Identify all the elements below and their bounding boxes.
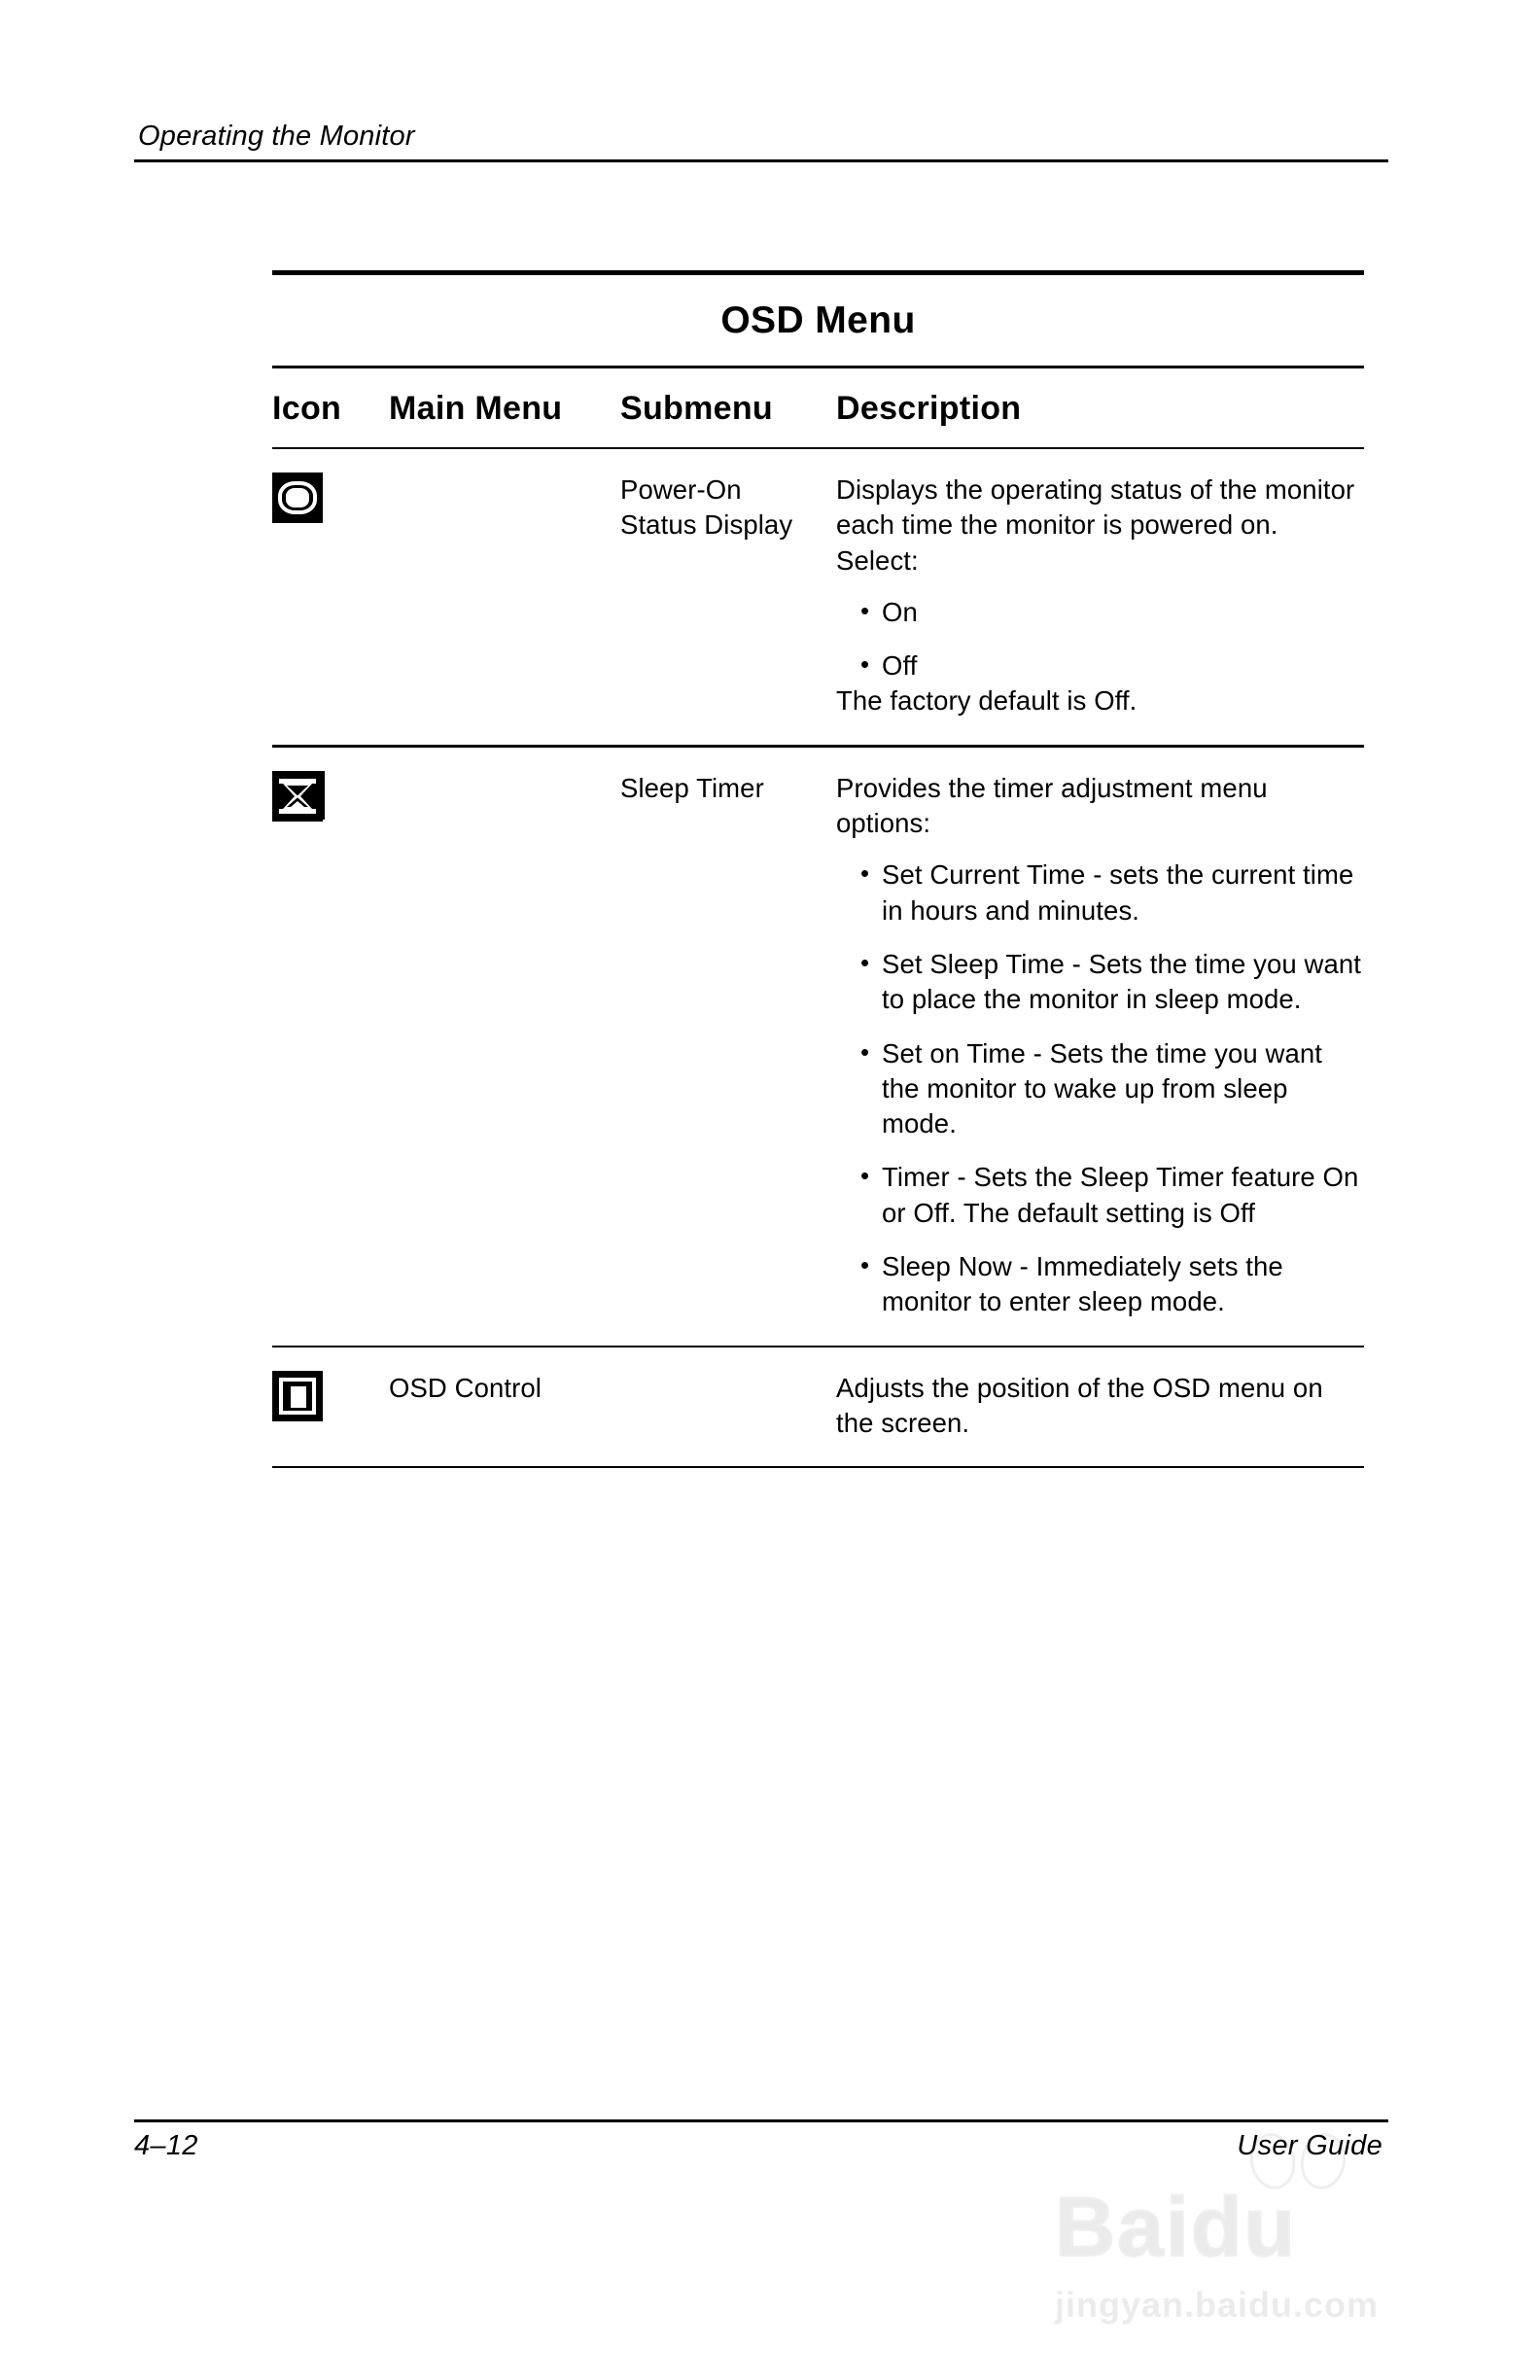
watermark-sub-text: jingyan.baidu.com (1055, 2285, 1380, 2325)
table-row (272, 449, 1364, 745)
description-intro: Provides the timer adjustment menu options: (836, 772, 1268, 839)
row-description-cell (836, 1371, 1364, 1442)
row-description-cell (836, 771, 1364, 1320)
sleep-timer-hourglass-icon (272, 771, 325, 820)
description-bullet-list (836, 595, 1364, 684)
column-header-icon: Icon (272, 390, 342, 427)
list-item: • Set Current Time - sets the current time in hours and minutes. (836, 858, 1364, 928)
table-bottom-rule (272, 1466, 1364, 1468)
submenu-line-2: Status Display (620, 509, 793, 541)
page-number: 4–12 (134, 2130, 198, 2161)
power-on-status-display-icon (272, 472, 323, 523)
table-column-headers (272, 368, 1364, 447)
guide-label: User Guide (1237, 2130, 1382, 2161)
row-submenu-cell (620, 472, 836, 543)
column-header-main-menu: Main Menu (389, 390, 563, 427)
osd-control-icon (272, 1371, 323, 1421)
table-row (272, 748, 1364, 1346)
osd-menu-table (272, 270, 1364, 1468)
list-item: • Sleep Now - Immediately sets the monitor to enter sleep mode. (836, 1249, 1364, 1320)
footer-row (134, 2122, 1388, 2162)
submenu-line-1: Power-On (620, 474, 742, 505)
list-item: • Set Sleep Time - Sets the time you want to place the monitor in sleep mode. (836, 947, 1364, 1018)
row-submenu-cell: Sleep Timer (620, 772, 764, 803)
page-footer (134, 2119, 1388, 2162)
column-header-description: Description (836, 390, 1022, 427)
running-head-text: Operating the Monitor (138, 121, 415, 152)
watermark-main-text: Baidu (1055, 2181, 1297, 2274)
row-description-cell (836, 472, 1364, 719)
description-intro: Displays the operating status of the monitor each time the monitor is powered on. Select: (836, 474, 1355, 576)
baidu-watermark (1055, 2129, 1463, 2372)
list-item: • Timer - Sets the Sleep Timer feature On or Off. The default setting is Off (836, 1160, 1364, 1231)
list-item: • On (836, 595, 1364, 630)
row-icon-cell (272, 1371, 389, 1421)
page-running-head (134, 122, 1388, 162)
list-item: • Set on Time - Sets the time you want the monitor to wake up from sleep mode. (836, 1036, 1364, 1142)
description-bullet-list (836, 858, 1364, 1319)
header-rule (134, 159, 1388, 162)
table-row (272, 1348, 1364, 1467)
description-tail: The factory default is Off. (836, 685, 1138, 717)
row-icon-cell (272, 771, 389, 820)
row-icon-cell (272, 472, 389, 523)
description-intro: Adjusts the position of the OSD menu on the screen. (836, 1372, 1323, 1438)
column-header-submenu: Submenu (620, 390, 773, 427)
row-main-menu-cell: OSD Control (389, 1372, 542, 1403)
table-title: OSD Menu (720, 299, 916, 341)
list-item: • Off (836, 648, 1364, 683)
